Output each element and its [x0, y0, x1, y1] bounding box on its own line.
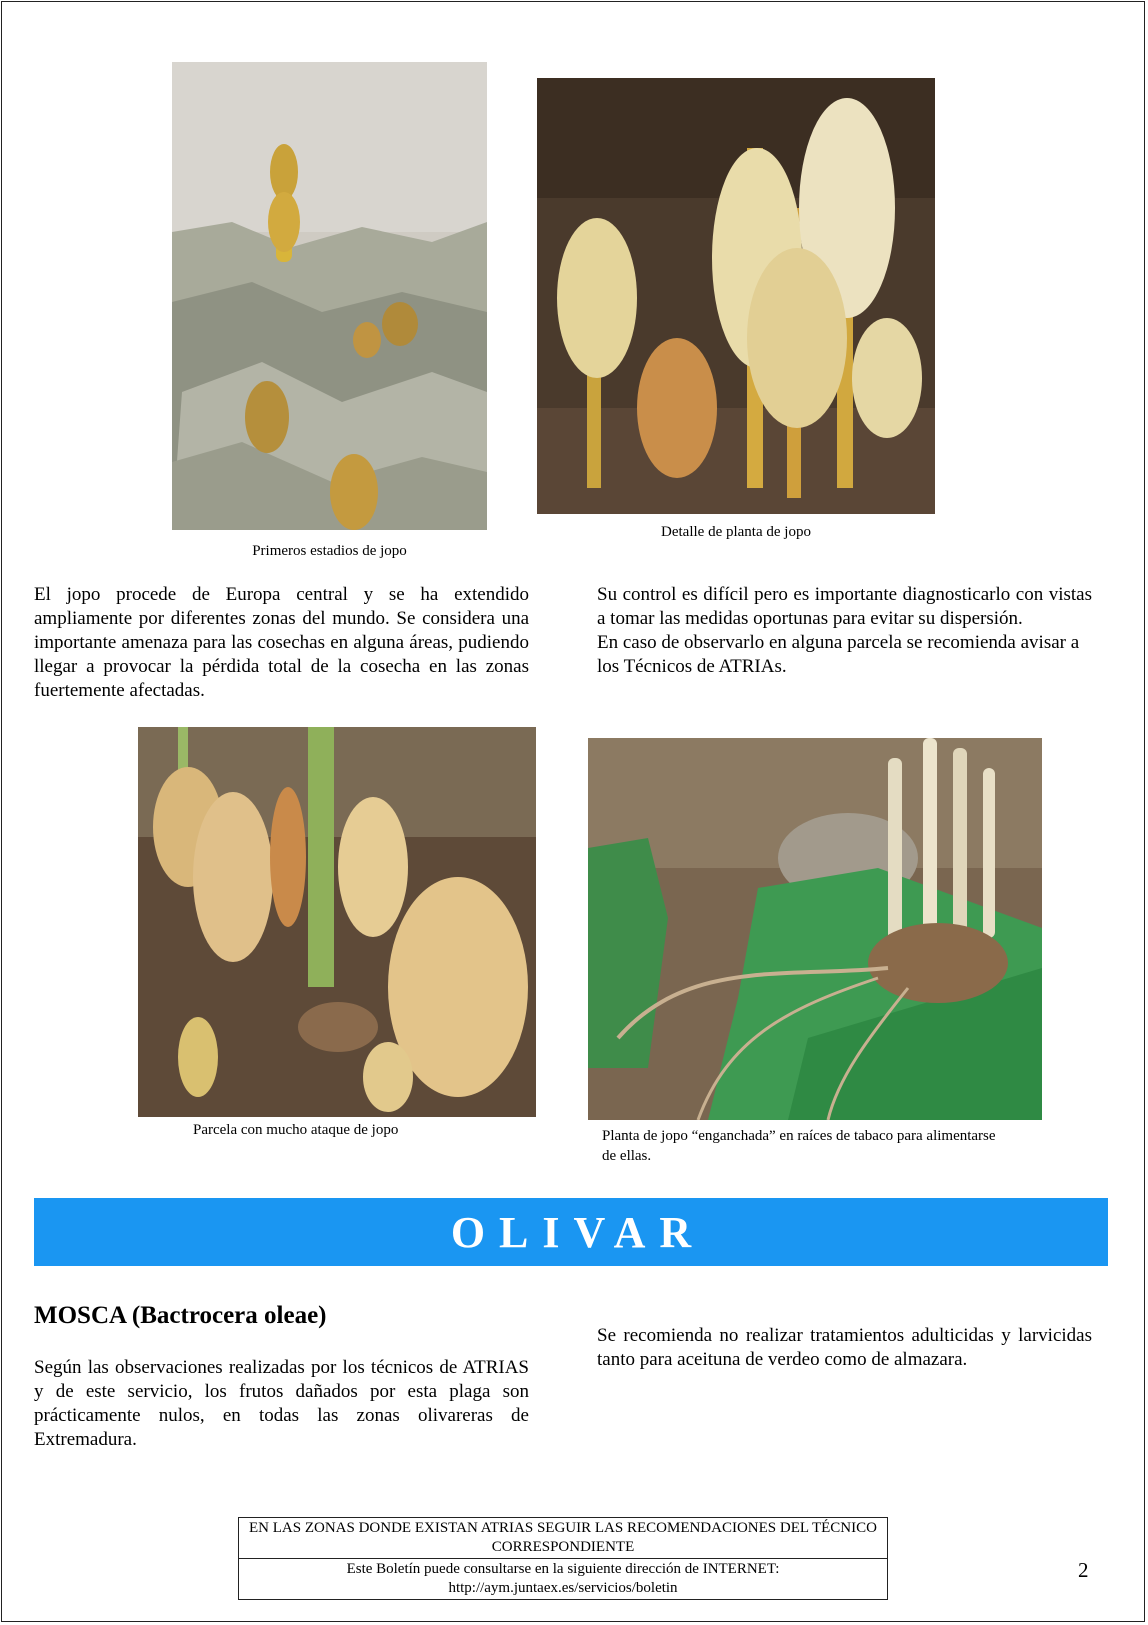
footer-internet-text: Este Boletín puede consultarse en la siguiente dirección de INTERNET:: [346, 1561, 780, 1577]
jopo-right-paragraph-1: Su control es difícil pero es importante diagnosticarlo con vistas a tomar las medidas oportunas para evitar su dispersión.: [597, 584, 1092, 629]
caption-roots-hooked: Planta de jopo “enganchada” en raíces de tabaco para alimentarse de ellas.: [602, 1128, 996, 1164]
jopo-left-paragraph: El jopo procede de Europa central y se ha extendido ampliamente por diferentes zonas del mundo. Se considera una importante amenaza para las cosechas en alguna áreas, pudiendo llegar a provocar la pérdida total de la cosecha en las zonas fuertemente afectadas.: [34, 584, 529, 701]
caption-plant-detail: Detalle de planta de jopo: [661, 524, 811, 540]
footer-internet-row: [239, 1558, 887, 1599]
photo-early-stages: [172, 62, 487, 530]
photo-roots-hooked: [588, 738, 1042, 1120]
photo-plot-attack: [138, 727, 536, 1117]
page-number: 2: [1078, 1558, 1089, 1582]
mosca-right-paragraph: Se recomienda no realizar tratamientos adulticidas y larvicidas tanto para aceituna de verdeo como de almazara.: [597, 1325, 1092, 1370]
mosca-heading: MOSCA (Bactrocera oleae): [34, 1302, 327, 1329]
section-banner: [34, 1198, 1108, 1266]
mosca-left-paragraph: Según las observaciones realizadas por los técnicos de ATRIAS y de este servicio, los frutos dañados por esta plaga son prácticamente nulos, en todas las zonas olivareras de Extremadura.: [34, 1357, 529, 1450]
jopo-right-column: [597, 583, 1092, 679]
footer-recommendation: EN LAS ZONAS DONDE EXISTAN ATRIAS SEGUIR LAS RECOMENDACIONES DEL TÉCNICO CORRESPONDIENTE: [249, 1520, 877, 1555]
section-title: OLIVAR: [450, 1207, 706, 1257]
caption-early-stages: Primeros estadios de jopo: [252, 543, 407, 559]
footer-notice-box: [238, 1517, 888, 1600]
footer-url-link[interactable]: http://aym.juntaex.es/servicios/boletin: [448, 1580, 678, 1596]
photo-plant-detail: [537, 78, 935, 514]
jopo-right-paragraph-2: En caso de observarlo en alguna parcela se recomienda avisar a los Técnicos de ATRIAs.: [597, 632, 1080, 677]
caption-plot-attack: Parcela con mucho ataque de jopo: [193, 1122, 399, 1138]
